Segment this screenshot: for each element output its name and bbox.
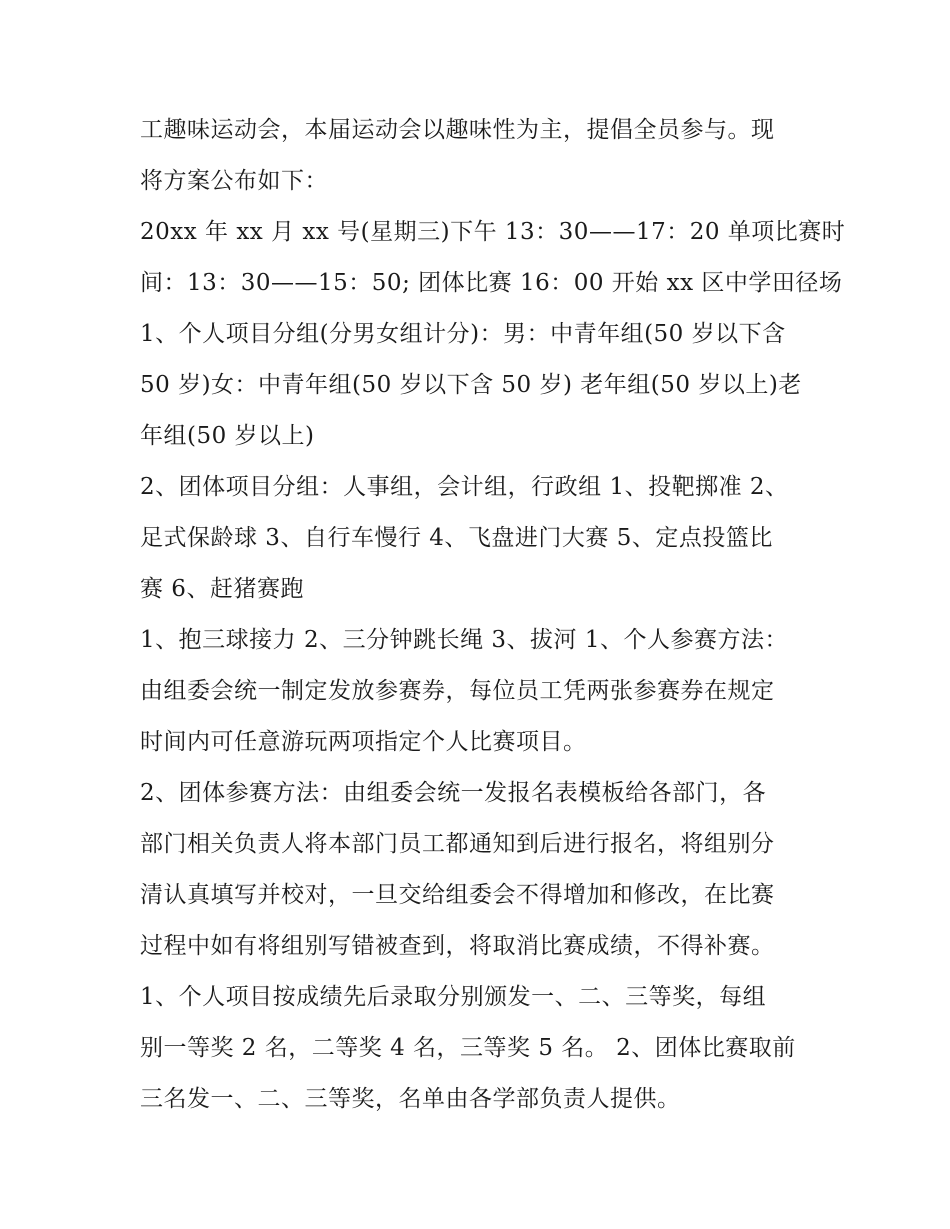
text-line: 20xx 年 xx 月 xx 号(星期三)下午 13：30——17：20 单项比赛时 — [140, 219, 846, 245]
text-line: 2、团体项目分组：人事组，会计组，行政组 1、投靶掷准 2、 — [140, 474, 789, 500]
text-line: 赛 6、赶猪赛跑 — [140, 576, 304, 602]
text-line: 清认真填写并校对，一旦交给组委会不得增加和修改，在比赛 — [140, 882, 775, 908]
text-line: 三名发一、二、三等奖，名单由各学部负责人提供。 — [140, 1086, 681, 1112]
text-line: 时间内可任意游玩两项指定个人比赛项目。 — [140, 729, 587, 755]
document-body — [140, 105, 846, 1125]
text-line: 50 岁)女：中青年组(50 岁以下含 50 岁) 老年组(50 岁以上)老 — [140, 372, 802, 398]
text-line: 过程中如有将组别写错被查到，将取消比赛成绩，不得补赛。 — [140, 933, 775, 959]
text-line: 别一等奖 2 名，二等奖 4 名，三等奖 5 名。 2、团体比赛取前 — [140, 1035, 796, 1061]
text-line: 将方案公布如下： — [140, 168, 328, 194]
text-line: 年组(50 岁以上) — [140, 423, 315, 449]
text-line: 2、团体参赛方法：由组委会统一发报名表模板给各部门，各 — [140, 780, 767, 806]
text-line: 间：13：30——15：50; 团体比赛 16：00 开始 xx 区中学田径场 — [140, 270, 843, 296]
text-line: 1、抱三球接力 2、三分钟跳长绳 3、拔河 1、个人参赛方法： — [140, 627, 788, 653]
text-line: 由组委会统一制定发放参赛券，每位员工凭两张参赛券在规定 — [140, 678, 775, 704]
text-line: 工趣味运动会，本届运动会以趣味性为主，提倡全员参与。现 — [140, 117, 775, 143]
text-line: 1、个人项目按成绩先后录取分别颁发一、二、三等奖，每组 — [140, 984, 767, 1010]
text-line: 部门相关负责人将本部门员工都通知到后进行报名，将组别分 — [140, 831, 775, 857]
text-line: 足式保龄球 3、自行车慢行 4、飞盘进门大赛 5、定点投篮比 — [140, 525, 773, 551]
text-line: 1、个人项目分组(分男女组计分)：男：中青年组(50 岁以下含 — [140, 321, 786, 347]
